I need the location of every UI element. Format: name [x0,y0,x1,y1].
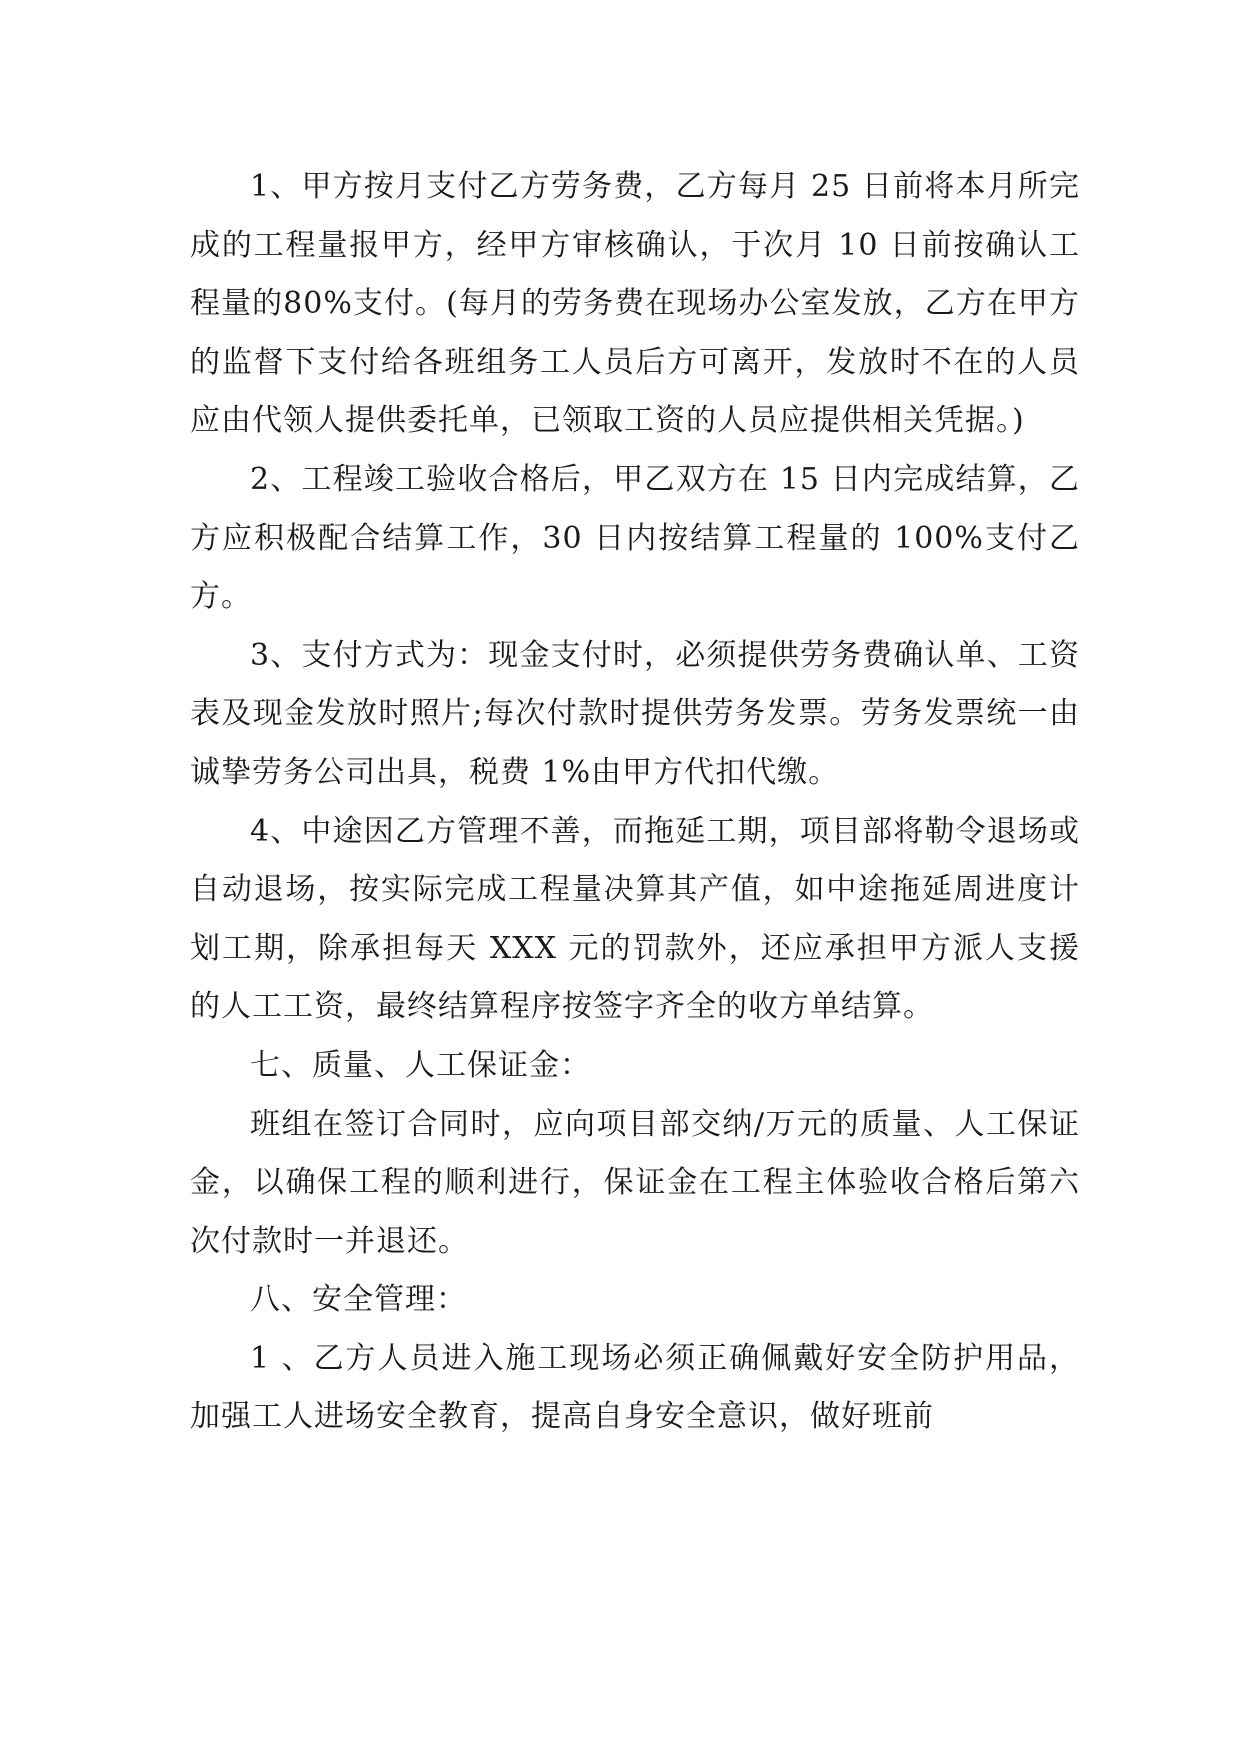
paragraph-safety-equipment: 1 、乙方人员进入施工现场必须正确佩戴好安全防护用品，加强工人进场安全教育，提高自身安全意识，做好班前 [190,1340,1080,1435]
paragraph-payment-method: 3、支付方式为：现金支付时，必须提供劳务费确认单、工资表及现金发放时照片;每次付款时提供劳务发票。劳务发票统一由诚挚劳务公司出具，税费 1%由甲方代扣代缴。 [190,637,1080,790]
paragraph-final-settlement: 2、工程竣工验收合格后，甲乙双方在 15 日内完成结算，乙方应积极配合结算工作，30 日内按结算工程量的 100%支付乙方。 [190,461,1080,615]
section-heading-safety: 八、安全管理： [250,1282,467,1318]
paragraph-quality-deposit: 班组在签订合同时，应向项目部交纳/万元的质量、人工保证金，以确保工程的顺利进行，保证金在工程主体验收合格后第六次付款时一并退还。 [190,1106,1080,1259]
document-body [190,158,1080,1447]
section-heading-quality-deposit: 七、质量、人工保证金： [250,1047,591,1083]
paragraph-payment-monthly: 1、甲方按月支付乙方劳务费，乙方每月 25 日前将本月所完成的工程量报甲方，经甲方审核确认，于次月 10 日前按确认工程量的80%支付。(每月的劳务费在现场办公室发放，乙方在甲方的监督下支付给各班组务工人员后方可离开，发放时不在的人员应由代领人提供委托单，已领取工资的人员应提供相关凭据。) [190,169,1080,439]
paragraph-delay-penalty: 4、中途因乙方管理不善，而拖延工期，项目部将勒令退场或自动退场，按实际完成工程量决算其产值，如中途拖延周进度计划工期，除承担每天 XXX 元的罚款外，还应承担甲方派人支援的人工工资，最终结算程序按签字齐全的收方单结算。 [190,813,1080,1025]
